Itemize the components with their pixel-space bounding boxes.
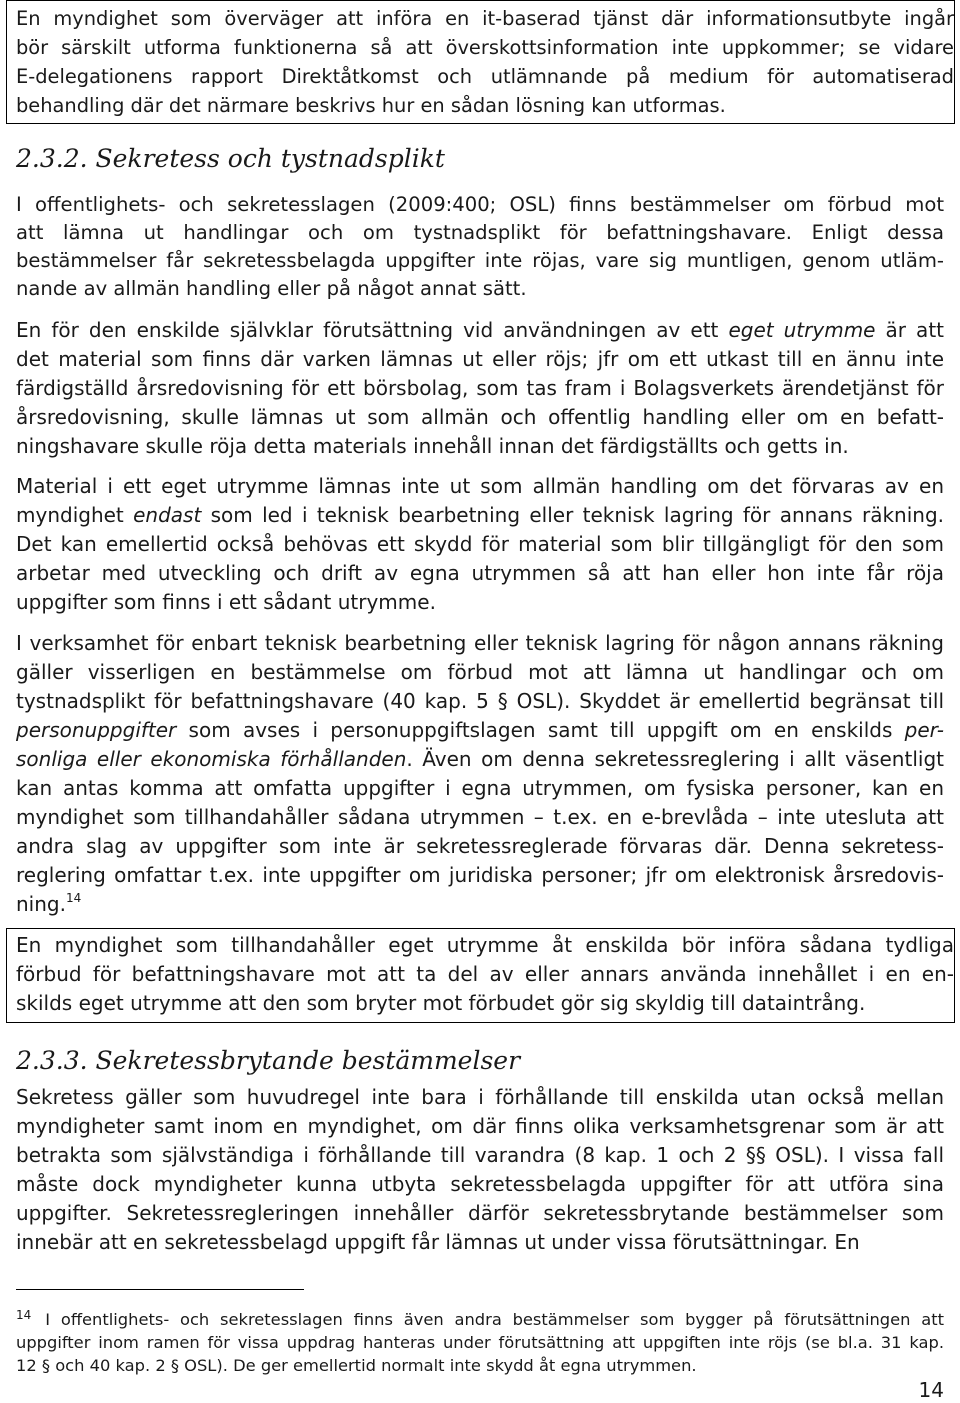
emphasis-text: personuppgifter: [16, 718, 177, 742]
text-run: myndighet: [16, 503, 134, 527]
footnote-separator: [16, 1289, 304, 1290]
paragraph-teknisk-bearbetning: [16, 629, 944, 919]
emphasis-text: endast: [133, 503, 202, 527]
text-run: I offentlighets- och sekretesslagen finns även andra bestämmelser som bygger på förutsättningen att: [45, 1310, 944, 1329]
text-line: uppgifter. Sekretessregleringen innehåller därför sekretessbrytande bestämmelser som: [16, 1201, 944, 1225]
text-run: . Även om denna sekretessreglering i allt väsentligt: [406, 747, 944, 771]
text-line: måste dock myndigheter kunna utbyta sekretessbelagda uppgifter för att utföra sina: [16, 1172, 944, 1196]
text-line: tystnadsplikt för befattningshavare (40 kap. 5 § OSL). Skyddet är emellertid begränsat till: [16, 689, 944, 713]
text-line: arbetar med utveckling och drift av egna utrymmen så att han eller hon inte får röja: [16, 561, 944, 585]
text-line: Sekretess gäller som huvudregel inte bara i förhållande till enskilda utan också mellan: [16, 1085, 944, 1109]
text-line: kan antas komma att omfatta uppgifter i egna utrymmen, om fysiska personer, kan en: [16, 776, 944, 800]
section-heading-2-3-2: 2.3.2. Sekretess och tystnadsplikt: [16, 144, 445, 173]
footnote-line: uppgifter inom ramen för vissa uppdrag hanteras under förutsättning att uppgiften inte röjs (se bl.a. 31 kap.: [16, 1333, 944, 1352]
text-line: myndigheter samt inom en myndighet, om där finns olika verksamhetsgrenar som är att: [16, 1114, 944, 1138]
text-line: I offentlighets- och sekretesslagen (2009:400; OSL) finns bestämmelser om förbud mot: [16, 193, 944, 216]
footnote-number: 14: [16, 1308, 32, 1322]
box-line: bör särskilt utforma funktionerna så att överskottsinformation inte uppkommer; se vidare: [16, 36, 954, 59]
box-line: skilds eget utrymme att den som bryter mot förbudet gör sig skyldig till dataintrång.: [16, 991, 866, 1015]
paragraph-sekretess-huvudregel: [16, 1083, 944, 1257]
text-line: [16, 890, 944, 919]
text-line: betrakta som självständiga i förhållande till varandra (8 kap. 1 och 2 §§ OSL). I vissa fall: [16, 1143, 944, 1167]
text-line: [16, 316, 944, 345]
paragraph-eget-utrymme: [16, 316, 944, 461]
text-line: [16, 716, 944, 745]
text-line: nande av allmän handling eller på något annat sätt.: [16, 277, 527, 300]
text-run: är att: [875, 318, 944, 342]
box-line: förbud för befattningshavare mot att ta del av eller annars använda innehållet i en en-: [16, 962, 954, 986]
emphasis-text: eget utrymme: [728, 318, 876, 342]
recommendation-box-top: [6, 0, 955, 124]
text-line: [16, 745, 944, 774]
box-line: En myndighet som tillhandahåller eget utrymme åt enskilda bör införa sådana tydliga: [16, 933, 954, 957]
text-line: myndighet som tillhandahåller sådana utrymmen – t.ex. en e-brevlåda – inte utesluta att: [16, 805, 944, 829]
footnote-line: [16, 1304, 944, 1331]
section-heading-2-3-3: 2.3.3. Sekretessbrytande bestämmelser: [16, 1046, 521, 1075]
emphasis-text: sonliga eller ekonomiska förhållanden: [16, 747, 407, 771]
box-line: E-delegationens rapport Direktåtkomst och utlämnande på medium för automatiserad: [16, 65, 954, 88]
text-line: gäller visserligen en bestämmelse om förbud mot att lämna ut handlingar och om: [16, 660, 944, 684]
text-line: andra slag av uppgifter som inte är sekretessreglerade förvaras där. Denna sekretess-: [16, 834, 944, 858]
paragraph-osl-intro: [16, 191, 944, 303]
box-line: En myndighet som överväger att införa en it-baserad tjänst där informationsutbyte ingår: [16, 7, 954, 30]
text-line: det material som finns där varken lämnas ut eller röjs; jfr om ett utkast till en ännu inte: [16, 347, 944, 371]
text-line: I verksamhet för enbart teknisk bearbetning eller teknisk lagring för någon annans räkning: [16, 631, 944, 655]
emphasis-text: per-: [904, 718, 944, 742]
text-line: Material i ett eget utrymme lämnas inte ut som allmän handling om det förvaras av en: [16, 474, 944, 498]
text-line: bestämmelser får sekretessbelagda uppgifter inte röjas, vare sig muntligen, genom utläm-: [16, 249, 944, 272]
text-line: årsredovisning, skulle lämnas ut som allmän och offentlig handling eller om en befatt-: [16, 405, 944, 429]
paragraph-material-utrymme: [16, 472, 944, 617]
footnote-line: 12 § och 40 kap. 2 § OSL). De ger emellertid normalt inte skydd åt egna utrymmen.: [16, 1356, 697, 1375]
text-run: som led i teknisk bearbetning eller teknisk lagring för annans räkning.: [201, 503, 944, 527]
footnote-14: [16, 1304, 944, 1377]
recommendation-box-middle: [6, 928, 955, 1023]
text-run: ning.: [16, 892, 66, 916]
text-line: att lämna ut handlingar och om tystnadsplikt för befattningshavare. Enligt dessa: [16, 221, 944, 244]
text-line: ningshavare skulle röja detta materials innehåll innan det färdigställts och getts in.: [16, 434, 849, 458]
footnote-reference[interactable]: 14: [65, 891, 82, 905]
page-number: 14: [918, 1378, 944, 1402]
text-run: som avses i personuppgiftslagen samt till uppgift om en enskilds: [176, 718, 905, 742]
text-line: innebär att en sekretessbelagd uppgift får lämnas ut under vissa förutsättningar. En: [16, 1230, 860, 1254]
text-line: uppgifter som finns i ett sådant utrymme.: [16, 590, 436, 614]
text-line: reglering omfattar t.ex. inte uppgifter om juridiska personer; jfr om elektronisk årsredovis-: [16, 863, 944, 887]
text-run: En för den enskilde självklar förutsättning vid användningen av ett: [16, 318, 729, 342]
text-line: färdigställd årsredovisning för ett börsbolag, som tas fram i Bolagsverkets ärendetjänst för: [16, 376, 944, 400]
text-line: [16, 501, 944, 530]
box-line: behandling där det närmare beskrivs hur en sådan lösning kan utformas.: [16, 94, 726, 117]
text-line: Det kan emellertid också behövas ett skydd för material som blir tillgängligt för den som: [16, 532, 944, 556]
